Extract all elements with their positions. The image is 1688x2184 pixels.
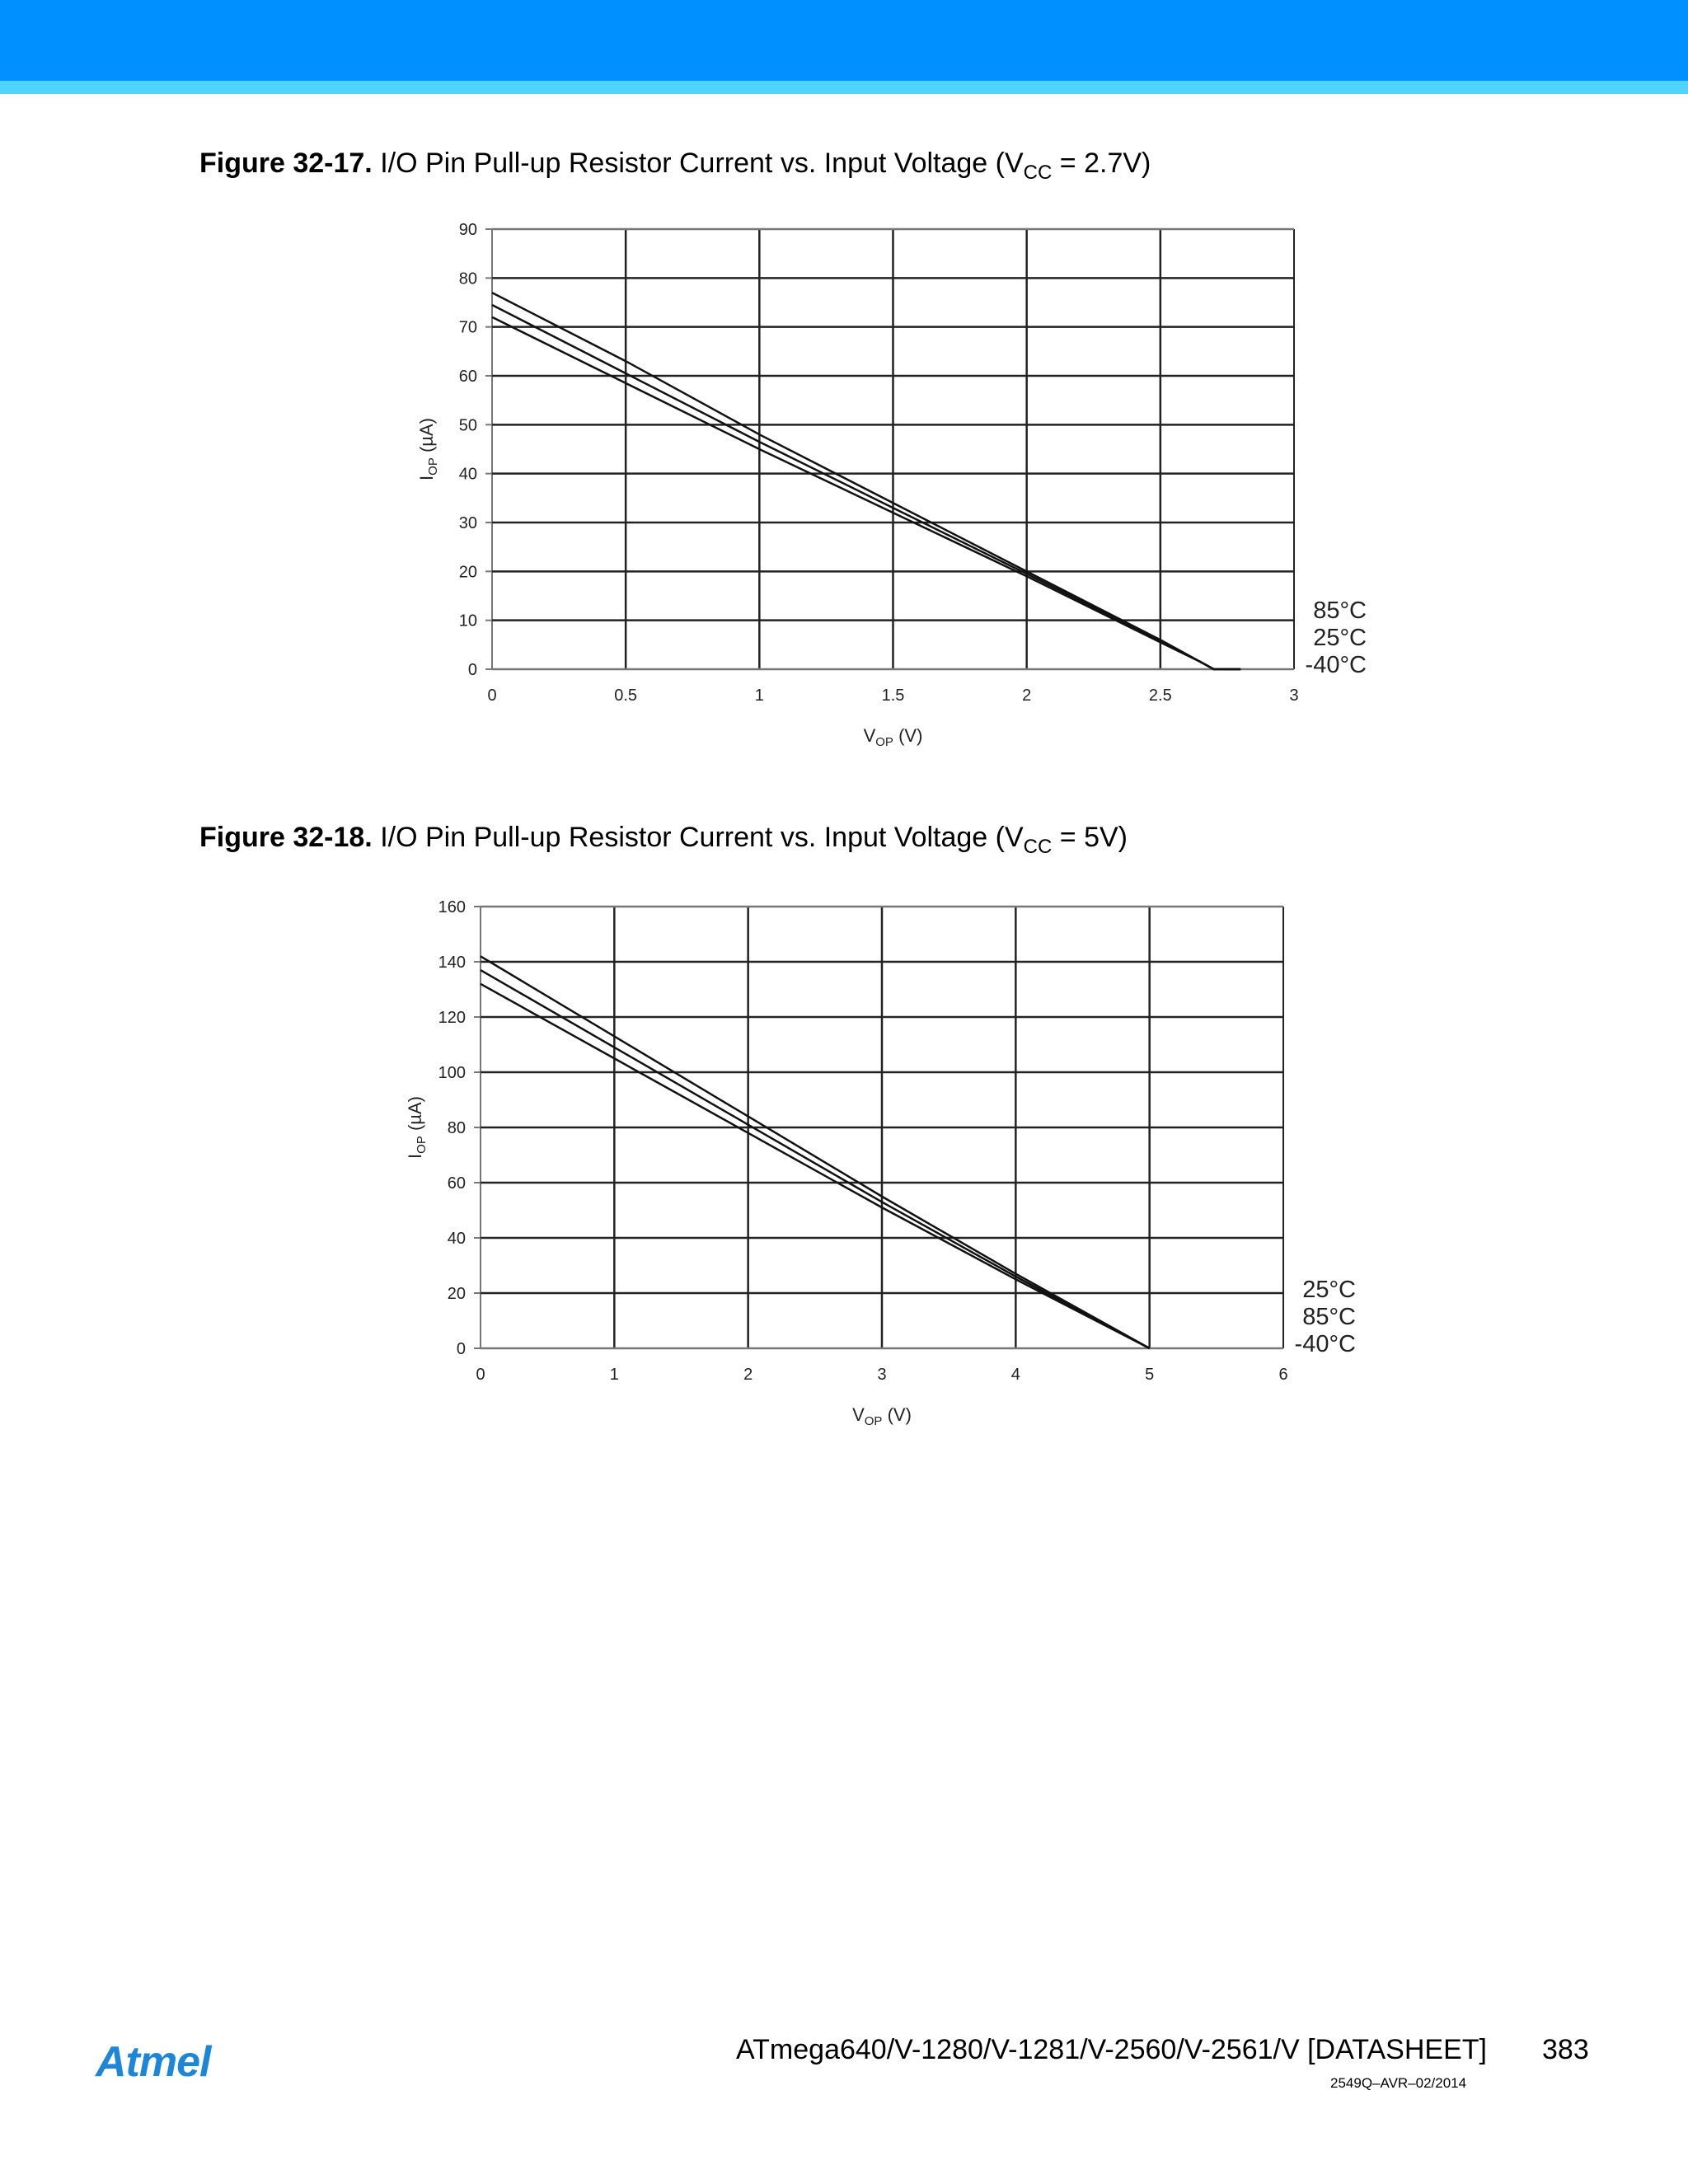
legend-label: -40°C bbox=[1294, 1331, 1356, 1357]
figure-title: I/O Pin Pull-up Resistor Current vs. Input Voltage (V bbox=[380, 822, 1024, 853]
x-tick-label: 2.5 bbox=[1148, 687, 1172, 705]
legend-label: 85°C bbox=[1302, 1304, 1356, 1330]
y-tick-label: 160 bbox=[438, 898, 466, 916]
y-tick-label: 60 bbox=[447, 1174, 466, 1193]
y-tick-label: 140 bbox=[438, 954, 466, 972]
figure-title-sub: CC bbox=[1023, 162, 1053, 184]
atmel-logo: Atmel bbox=[96, 2038, 211, 2086]
y-tick-label: 70 bbox=[458, 318, 477, 337]
y-axis-label: $I_{OP}$ (µA) bbox=[405, 1096, 429, 1159]
x-tick-label: 1 bbox=[754, 687, 764, 705]
legend-label: -40°C bbox=[1305, 652, 1367, 678]
y-tick-label: 40 bbox=[458, 465, 477, 484]
x-tick-label: 0.5 bbox=[614, 687, 638, 705]
legend-label: 25°C bbox=[1313, 625, 1367, 651]
y-tick-label: 10 bbox=[458, 612, 477, 630]
y-tick-label: 80 bbox=[458, 269, 477, 288]
x-tick-label: 0 bbox=[487, 687, 497, 705]
y-tick-label: 100 bbox=[438, 1064, 466, 1082]
document-id: 2549Q–AVR–02/2014 bbox=[1330, 2075, 1467, 2091]
figure-title-end: = 5V) bbox=[1052, 822, 1128, 853]
y-tick-label: 50 bbox=[458, 416, 477, 435]
footer-document-title: ATmega640/V-1280/V-1281/V-2560/V-2561/V [DATASHEET] bbox=[736, 2034, 1487, 2065]
legend-label: 25°C bbox=[1302, 1277, 1356, 1303]
figure-title-sub: CC bbox=[1023, 836, 1053, 858]
y-tick-label: 60 bbox=[458, 368, 477, 386]
x-tick-label: 5 bbox=[1145, 1366, 1155, 1384]
y-tick-label: 0 bbox=[467, 661, 477, 679]
y-tick-label: 40 bbox=[447, 1230, 466, 1248]
x-axis-label: $V_{OP}$ (V) bbox=[863, 725, 923, 749]
figure-number: Figure 32-17. bbox=[199, 148, 373, 179]
page-number: 383 bbox=[1542, 2034, 1589, 2065]
figure-number: Figure 32-18. bbox=[199, 822, 373, 853]
figure-title: I/O Pin Pull-up Resistor Current vs. Input Voltage (V bbox=[380, 148, 1024, 179]
x-tick-label: 3 bbox=[1289, 687, 1299, 705]
legend-label: 85°C bbox=[1313, 598, 1367, 624]
y-tick-label: 80 bbox=[447, 1119, 466, 1137]
x-tick-label: 2 bbox=[743, 1366, 753, 1384]
series-line-25C bbox=[481, 956, 1150, 1348]
y-axis-label: $I_{OP}$ (µA) bbox=[416, 418, 440, 480]
x-tick-label: 1.5 bbox=[881, 687, 905, 705]
y-tick-label: 120 bbox=[438, 1009, 466, 1027]
x-tick-label: 1 bbox=[609, 1366, 619, 1384]
x-axis-label: $V_{OP}$ (V) bbox=[852, 1404, 912, 1428]
y-tick-label: 0 bbox=[456, 1340, 466, 1358]
y-tick-label: 20 bbox=[458, 563, 477, 582]
figure-title-end: = 2.7V) bbox=[1052, 148, 1151, 179]
y-tick-label: 90 bbox=[458, 221, 477, 239]
y-tick-label: 30 bbox=[458, 514, 477, 532]
x-tick-label: 3 bbox=[877, 1366, 887, 1384]
y-tick-label: 20 bbox=[447, 1285, 466, 1303]
x-tick-label: 0 bbox=[476, 1366, 485, 1384]
x-tick-label: 6 bbox=[1278, 1366, 1288, 1384]
x-tick-label: 4 bbox=[1010, 1366, 1020, 1384]
x-tick-label: 2 bbox=[1022, 687, 1032, 705]
